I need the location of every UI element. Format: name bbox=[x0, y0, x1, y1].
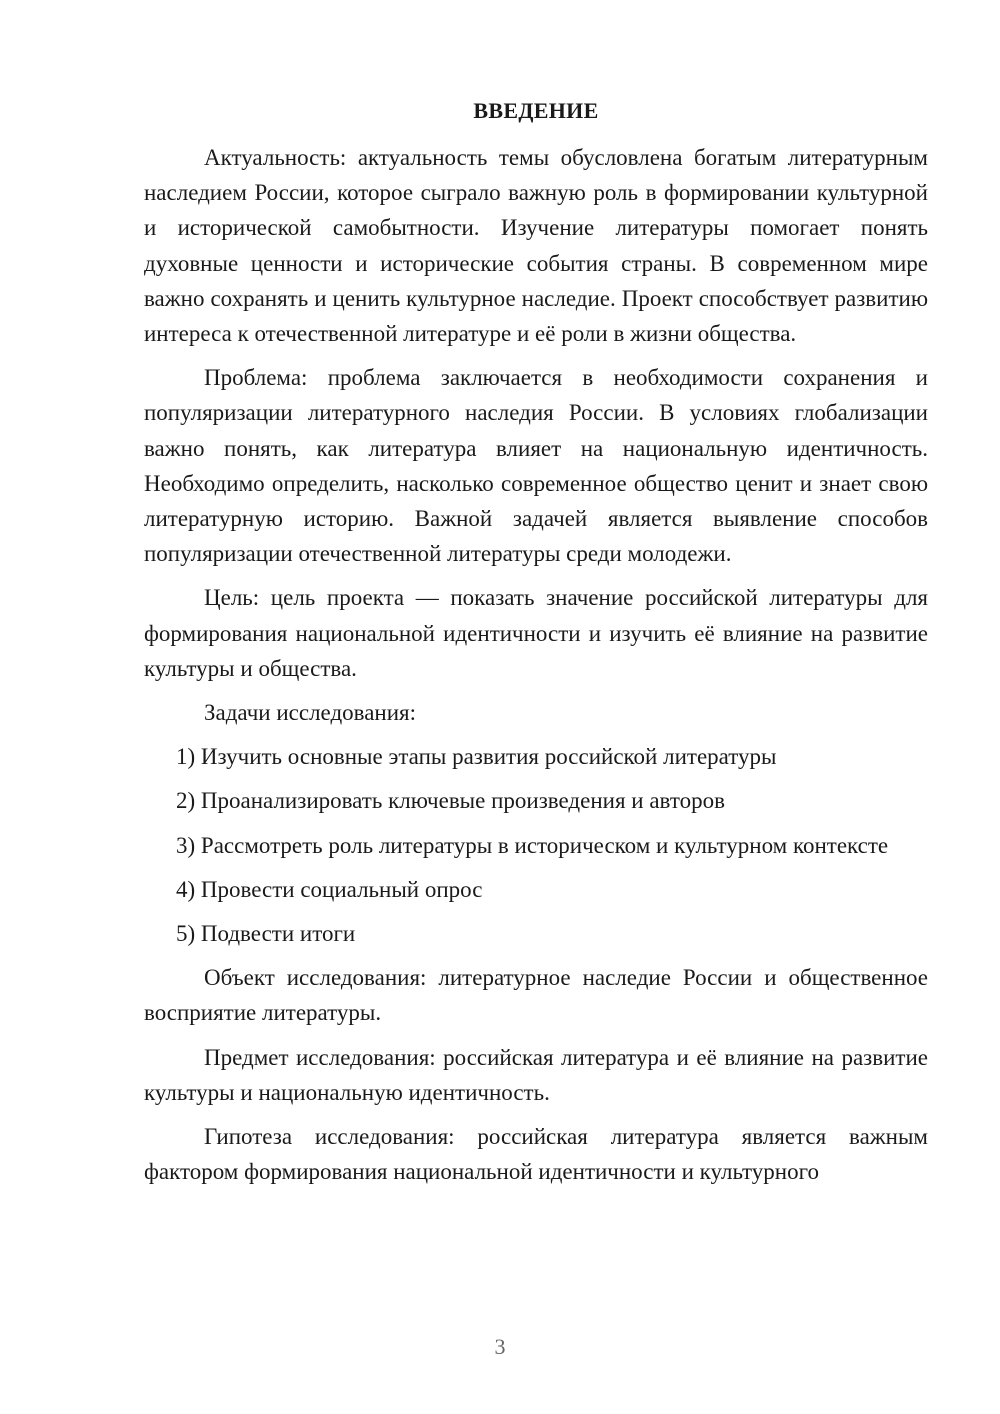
tasks-list bbox=[144, 739, 928, 951]
task-item: 2) Проанализировать ключевые произведения и авторов bbox=[176, 788, 725, 814]
task-item: 1) Изучить основные этапы развития российской литературы bbox=[176, 744, 777, 770]
task-item: 3) Рассмотреть роль литературы в историческом и культурном контексте bbox=[176, 832, 889, 858]
hypothesis-paragraph: Гипотеза исследования: российская литература является важным фактором формирования национальной идентичности и культурного bbox=[144, 1124, 928, 1185]
document-page bbox=[144, 95, 928, 1198]
relevance-paragraph: Актуальность: актуальность темы обусловлена богатым литературным наследием России, которое сыграло важную роль в формировании культурной и исторической самобытности. Изучение литературы помогает понять духовные ценности и исторические события страны. В современном мире важно сохранять и ценить культурное наследие. Проект способствует развитию интереса к отечественной литературе и её роли в жизни общества. bbox=[144, 145, 928, 347]
task-item: 5) Подвести итоги bbox=[176, 921, 356, 947]
tasks-heading: Задачи исследования: bbox=[204, 700, 417, 726]
object-paragraph: Объект исследования: литературное наследие России и общественное восприятие литературы. bbox=[144, 965, 928, 1026]
problem-paragraph: Проблема: проблема заключается в необходимости сохранения и популяризации литературного наследия России. В условиях глобализации важно понять, как литература влияет на национальную идентичность. Необходимо определить, насколько современное общество ценит и знает свою литературную историю. Важной задачей является выявление способов популяризации отечественной литературы среди молодежи. bbox=[144, 365, 928, 567]
subject-paragraph: Предмет исследования: российская литература и её влияние на развитие культуры и национальную идентичность. bbox=[144, 1044, 928, 1105]
goal-paragraph: Цель: цель проекта — показать значение российской литературы для формирования национальной идентичности и изучить её влияние на развитие культуры и общества. bbox=[144, 585, 928, 681]
task-item: 4) Провести социальный опрос bbox=[176, 876, 483, 902]
page-number: 3 bbox=[494, 1334, 506, 1359]
section-title: ВВЕДЕНИЕ bbox=[473, 98, 599, 123]
